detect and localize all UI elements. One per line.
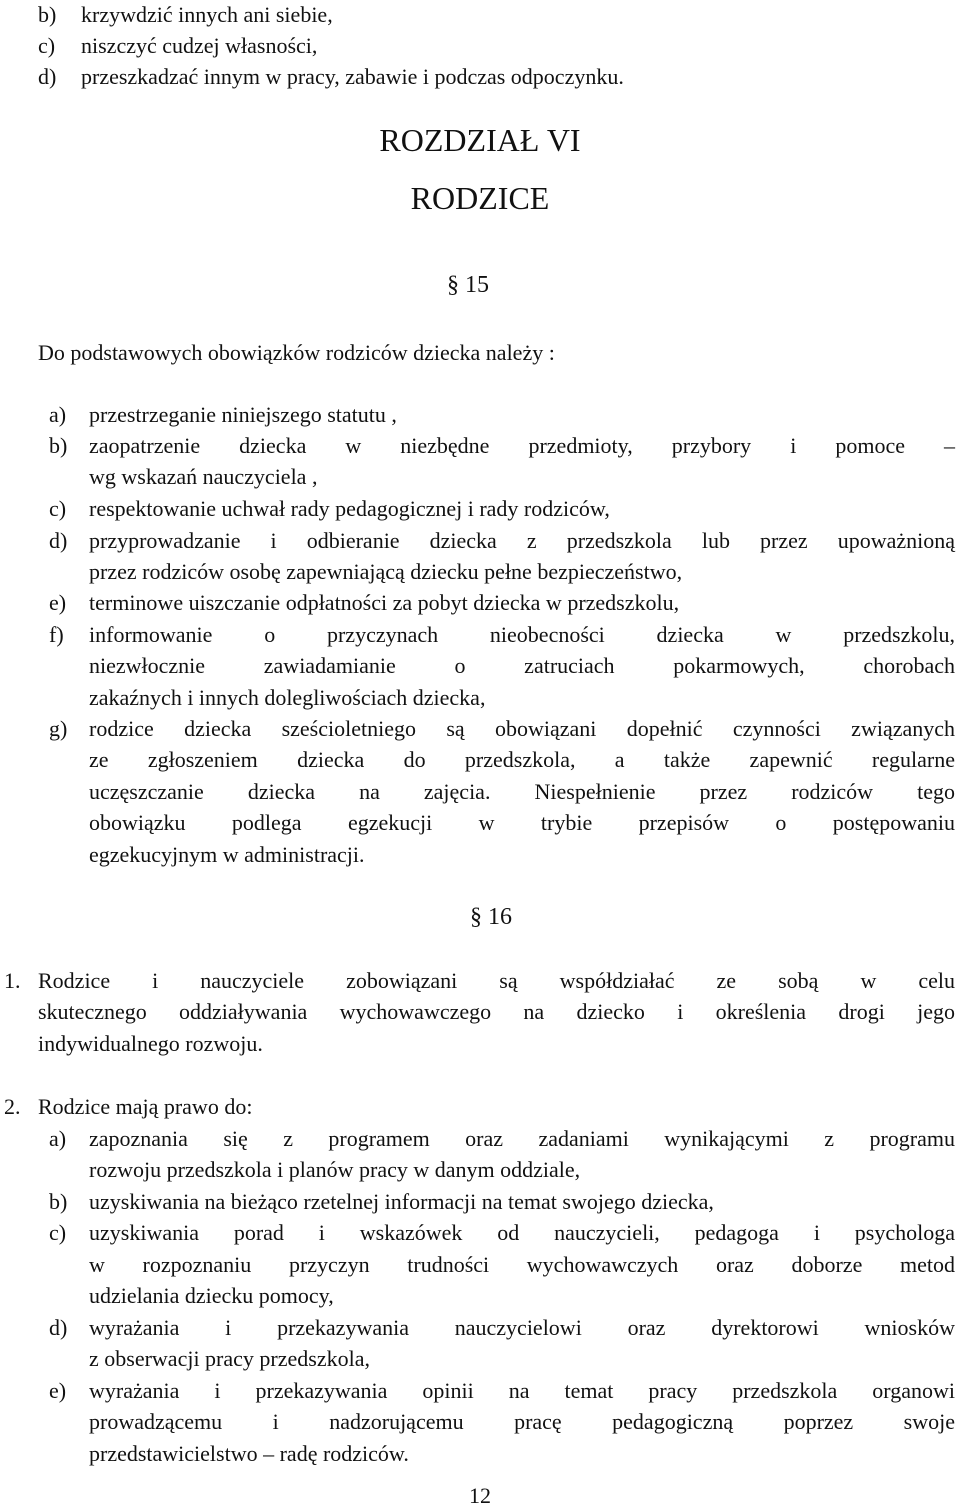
section-number: § 16 (470, 904, 512, 930)
list-item-continuation: prowadzącemu i nadzorującemu pracę pedagogiczną poprzez swoje (89, 1409, 955, 1434)
list-label: d) (49, 528, 68, 553)
list-item: zaopatrzenie dziecka w niezbędne przedmioty, przybory i pomoce – (89, 433, 955, 458)
list-item-continuation: ze zgłoszeniem dziecka do przedszkola, a także zapewnić regularne (89, 747, 955, 772)
list-item-continuation: przez rodziców osobę zapewniającą dziecku pełne bezpieczeństwo, (89, 559, 683, 584)
paragraph-line: indywidualnego rozwoju. (38, 1031, 263, 1056)
list-item: wyrażania i przekazywania nauczycielowi oraz dyrektorowi wniosków (89, 1315, 955, 1340)
paragraph-line: Rodzice i nauczyciele zobowiązani są współdziałać ze sobą w celu (38, 968, 955, 993)
list-label: e) (49, 1378, 67, 1403)
list-item-continuation: egzekucyjnym w administracji. (89, 842, 365, 867)
list-label: b) (38, 2, 57, 27)
list-label: b) (49, 1189, 68, 1214)
list-item: rodzice dziecka sześcioletniego są obowiązani dopełnić czynności związanych (89, 716, 955, 741)
list-item-continuation: z obserwacji pracy przedszkola, (89, 1346, 370, 1371)
list-label: f) (49, 622, 64, 647)
paragraph-label: 2. (4, 1094, 21, 1119)
list-item: przeszkadzać innym w pracy, zabawie i podczas odpoczynku. (81, 64, 624, 89)
chapter-title: ROZDZIAŁ VI (379, 122, 581, 158)
list-item-continuation: rozwoju przedszkola i planów pracy w danym oddziale, (89, 1157, 581, 1182)
list-label: d) (38, 64, 57, 89)
list-label: a) (49, 1126, 67, 1151)
list-item: terminowe uiszczanie odpłatności za pobyt dziecka w przedszkolu, (89, 590, 680, 615)
list-label: c) (38, 33, 56, 58)
list-item: przestrzeganie niniejszego statutu , (89, 402, 397, 427)
list-item-continuation: udzielania dziecku pomocy, (89, 1283, 334, 1308)
chapter-subtitle: RODZICE (410, 180, 550, 216)
list-item: uzyskiwania na bieżąco rzetelnej informacji na temat swojego dziecka, (89, 1189, 714, 1214)
list-item: przyprowadzanie i odbieranie dziecka z przedszkola lub przez upoważnioną (89, 528, 955, 553)
list-label: d) (49, 1315, 68, 1340)
paragraph-label: 1. (4, 968, 21, 993)
list-item: respektowanie uchwał rady pedagogicznej i rady rodziców, (89, 496, 610, 521)
list-label: g) (49, 716, 68, 741)
list-label: b) (49, 433, 68, 458)
paragraph-intro: Rodzice mają prawo do: (38, 1094, 253, 1119)
list-label: c) (49, 1220, 67, 1245)
list-item-continuation: zakaźnych i innych dolegliwościach dziecka, (89, 685, 486, 710)
list-item-continuation: uczęszczanie dziecka na zajęcia. Niespełnienie przez rodziców tego (89, 779, 955, 804)
section-number: § 15 (447, 272, 489, 298)
list-label: a) (49, 402, 67, 427)
list-item: wyrażania i przekazywania opinii na temat pracy przedszkola organowi (89, 1378, 955, 1403)
list-item: informowanie o przyczynach nieobecności dziecka w przedszkolu, (89, 622, 955, 647)
list-item-continuation: niezwłocznie zawiadamianie o zatruciach pokarmowych, chorobach (89, 653, 955, 678)
list-item-continuation: wg wskazań nauczyciela , (89, 464, 318, 489)
list-item: krzywdzić innych ani siebie, (81, 2, 333, 27)
list-item: uzyskiwania porad i wskazówek od nauczycieli, pedagoga i psychologa (89, 1220, 955, 1245)
list-label: e) (49, 590, 67, 615)
list-label: c) (49, 496, 67, 521)
list-item: niszczyć cudzej własności, (81, 33, 318, 58)
section-intro: Do podstawowych obowiązków rodziców dziecka należy : (38, 340, 555, 365)
paragraph-line: skutecznego oddziaływania wychowawczego na dziecko i określenia drogi jego (38, 999, 955, 1024)
list-item: zapoznania się z programem oraz zadaniami wynikającymi z programu (89, 1126, 955, 1151)
list-item-continuation: w rozpoznaniu przyczyn trudności wychowawczych oraz doborze metod (89, 1252, 955, 1277)
list-item-continuation: przedstawicielstwo – radę rodziców. (89, 1441, 409, 1466)
list-item-continuation: obowiązku podlega egzekucji w trybie przepisów o postępowaniu (89, 810, 955, 835)
page-number: 12 (469, 1483, 491, 1508)
